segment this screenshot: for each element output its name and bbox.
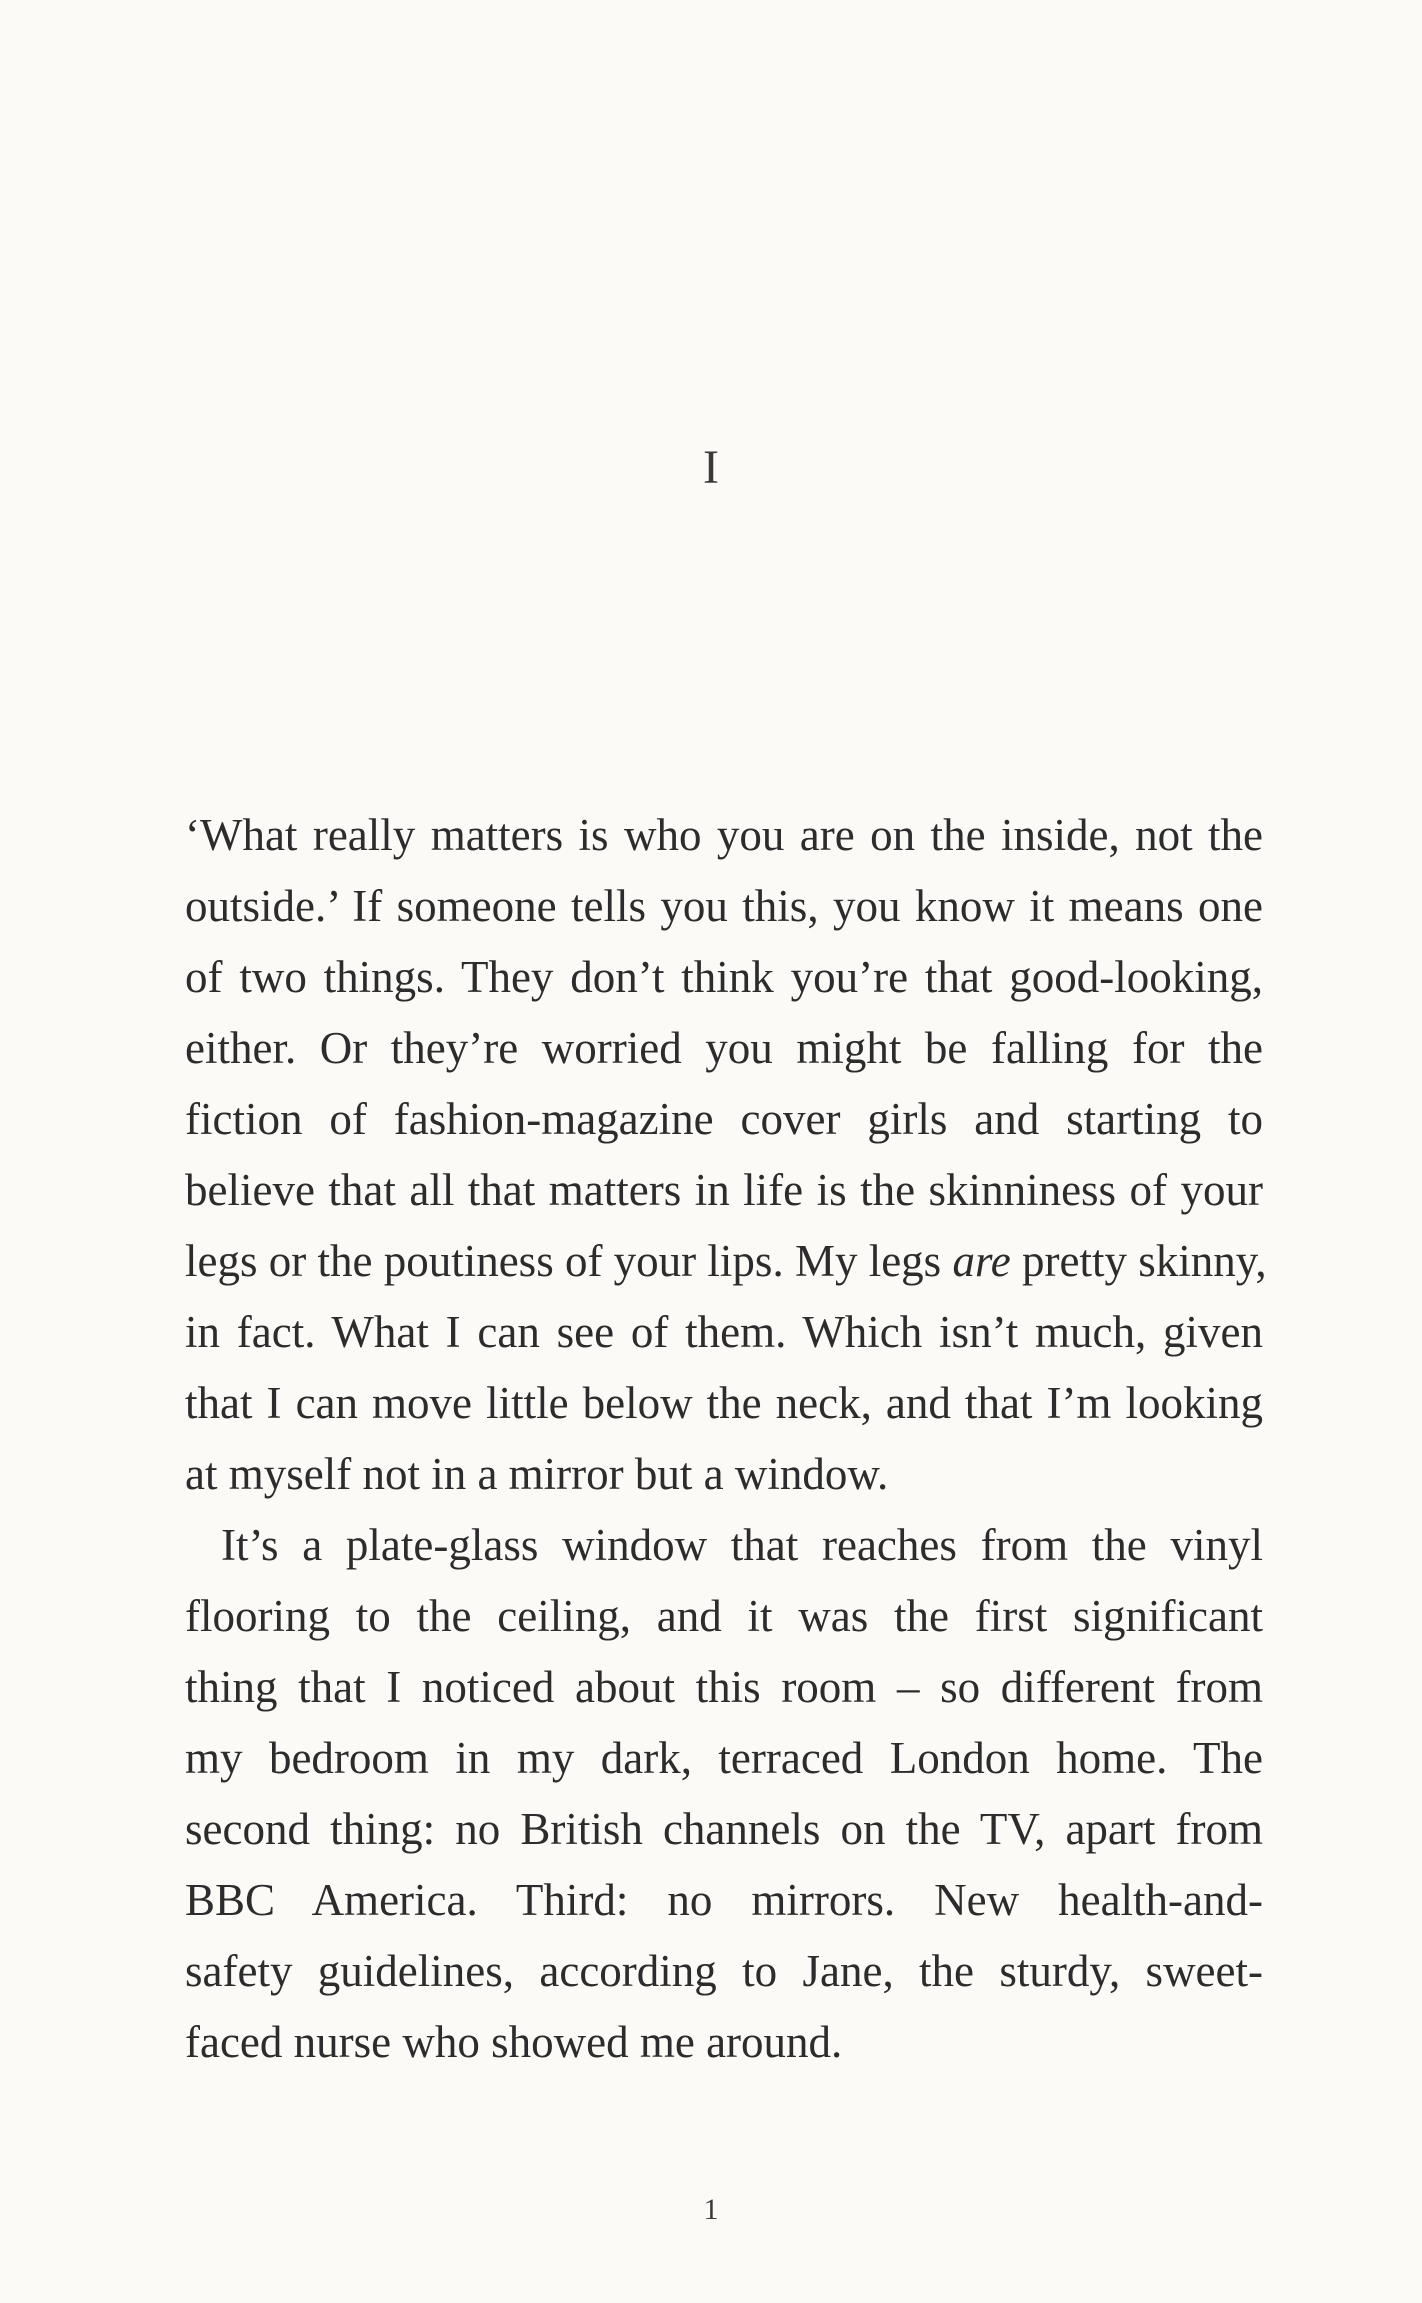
paragraph <box>185 800 1267 1510</box>
text-line: fiction of fashion-magazine cover girls and starting to <box>185 1094 1263 1144</box>
page-number: 1 <box>703 2193 719 2226</box>
text-line: It’s a plate-glass window that reaches from the vinyl <box>221 1520 1263 1570</box>
text-line: my bedroom in my dark, terraced London home. The <box>185 1733 1263 1783</box>
body-text <box>185 800 1267 2078</box>
text-line: that I can move little below the neck, and that I’m looking <box>185 1378 1263 1428</box>
text-line: second thing: no British channels on the TV, apart from <box>185 1804 1263 1854</box>
text-line <box>185 1226 1267 1297</box>
text-line: either. Or they’re worried you might be falling for the <box>185 1023 1263 1073</box>
text-line: faced nurse who showed me around. <box>185 2017 843 2067</box>
text-line: in fact. What I can see of them. Which isn’t much, given <box>185 1307 1263 1357</box>
paragraph <box>185 1510 1263 2078</box>
chapter-number: I <box>703 441 719 494</box>
emphasized-word: are <box>952 1236 1011 1286</box>
text-segment: legs or the poutiness of your lips. My legs <box>185 1236 953 1286</box>
text-segment: pretty skinny, <box>1010 1236 1267 1286</box>
text-line: BBC America. Third: no mirrors. New health-and- <box>185 1875 1263 1925</box>
text-line: of two things. They don’t think you’re that good-looking, <box>185 952 1263 1002</box>
text-line: ‘What really matters is who you are on the inside, not the <box>185 810 1263 860</box>
text-line: thing that I noticed about this room – so different from <box>185 1662 1263 1712</box>
text-line: at myself not in a mirror but a window. <box>185 1449 889 1499</box>
text-line: safety guidelines, according to Jane, the sturdy, sweet- <box>185 1946 1263 1996</box>
text-line: believe that all that matters in life is the skinniness of your <box>185 1165 1263 1215</box>
text-line: flooring to the ceiling, and it was the first significant <box>185 1591 1263 1641</box>
text-line: outside.’ If someone tells you this, you know it means one <box>185 881 1263 931</box>
